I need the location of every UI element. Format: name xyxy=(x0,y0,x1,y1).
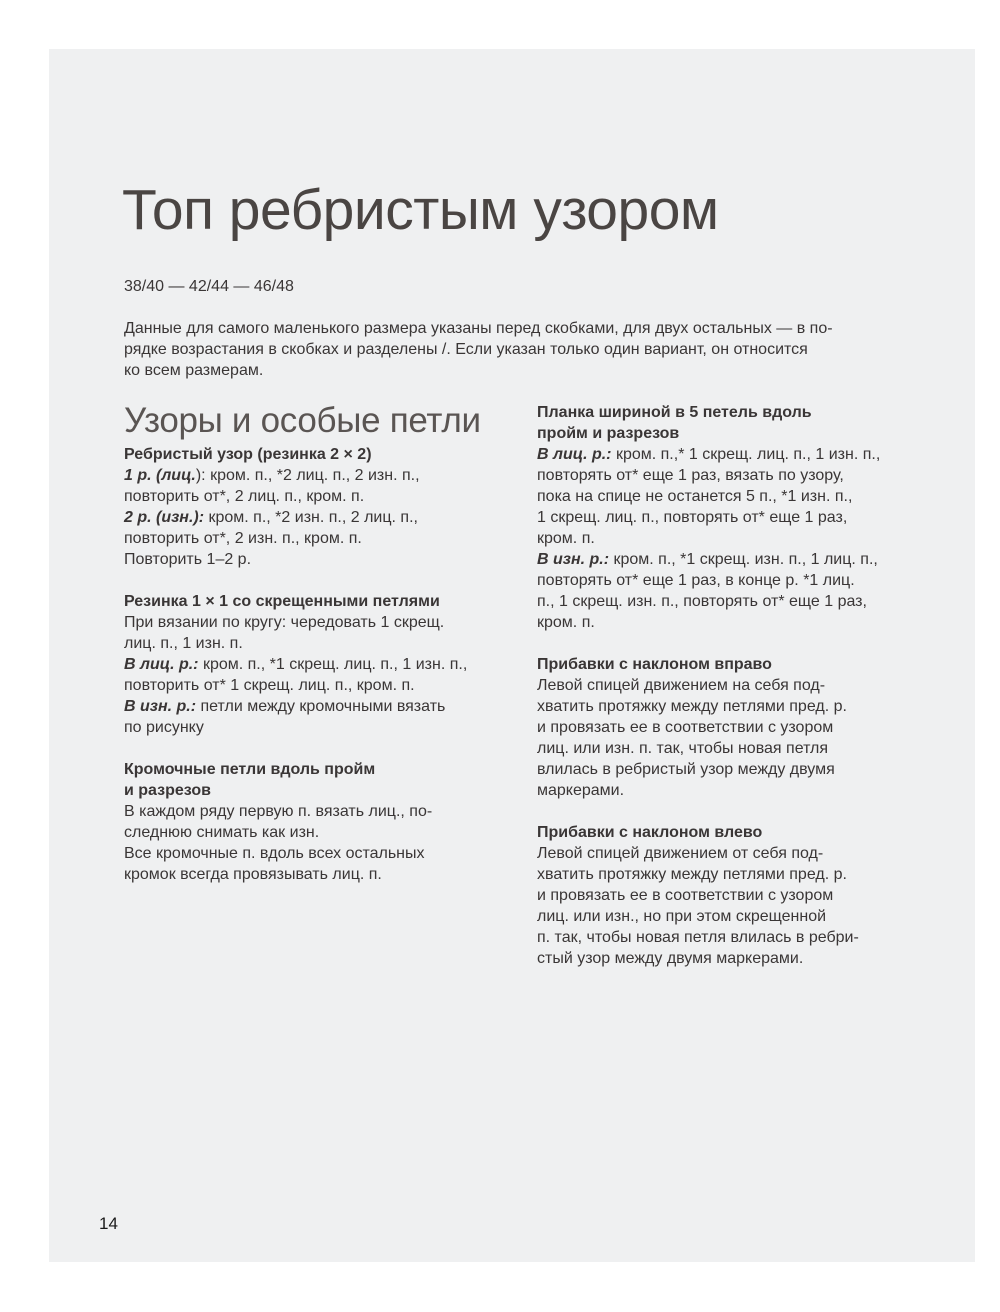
increase-right-text: хватить протяжку между петлями пред. р. xyxy=(537,698,847,715)
placket-section xyxy=(537,402,937,633)
edge-stitches-text: кромок всегда провязывать лиц. п. xyxy=(124,866,382,883)
placket-text: кром. п. xyxy=(537,530,595,547)
row2-continuation: повторить от*, 2 изн. п., кром. п. xyxy=(124,530,362,547)
twisted-rib-section xyxy=(124,591,504,738)
purl-row-continuation: по рисунку xyxy=(124,719,204,736)
placket-purl-text: кром. п., *1 скрещ. изн. п., 1 лиц. п., xyxy=(609,551,878,568)
placket-text: повторять от* еще 1 раз, вязать по узору, xyxy=(537,467,844,484)
placket-heading: Планка шириной в 5 петель вдоль xyxy=(537,404,812,421)
increase-left-text: и провязать ее в соответствии с узором xyxy=(537,887,834,904)
increase-left-text: хватить протяжку между петлями пред. р. xyxy=(537,866,847,883)
increase-right-text: влилась в ребристый узор между двумя xyxy=(537,761,835,778)
ribbed-pattern-section xyxy=(124,444,504,570)
increase-left-heading: Прибавки с наклоном влево xyxy=(537,824,763,841)
page-title: Топ ребристым узором xyxy=(122,178,719,242)
right-column xyxy=(537,402,937,969)
increase-right-text: маркерами. xyxy=(537,782,625,799)
intro-line: ко всем размерам. xyxy=(124,362,264,379)
row1-text: ): кром. п., *2 лиц. п., 2 изн. п., xyxy=(195,467,420,484)
twisted-rib-text: При вязании по кругу: чередовать 1 скрещ. xyxy=(124,614,445,631)
placket-text: повторять от* еще 1 раз, в конце р. *1 лиц. xyxy=(537,572,855,589)
increase-right-heading: Прибавки с наклоном вправо xyxy=(537,656,772,673)
placket-text: кром. п. xyxy=(537,614,595,631)
placket-purl-label: В изн. р.: xyxy=(537,551,610,568)
ribbed-pattern-heading: Ребристый узор (резинка 2 × 2) xyxy=(124,446,372,463)
repeat-instruction: Повторить 1–2 р. xyxy=(124,551,252,568)
row1-continuation: повторить от*, 2 лиц. п., кром. п. xyxy=(124,488,365,505)
row1-label: 1 р. (лиц. xyxy=(124,467,196,484)
placket-knit-label: В лиц. р.: xyxy=(537,446,612,463)
section-title: Узоры и особые петли xyxy=(124,401,481,440)
placket-text: пока на спице не останется 5 п., *1 изн. п., xyxy=(537,488,853,505)
edge-stitches-section xyxy=(124,759,504,885)
size-range: 38/40 — 42/44 — 46/48 xyxy=(124,278,294,295)
increase-left-section xyxy=(537,822,937,969)
increase-right-section xyxy=(537,654,937,801)
placket-knit-text: кром. п.,* 1 скрещ. лиц. п., 1 изн. п., xyxy=(611,446,881,463)
edge-stitches-text: В каждом ряду первую п. вязать лиц., по- xyxy=(124,803,433,820)
intro-paragraph xyxy=(124,318,924,381)
increase-right-text: и провязать ее в соответствии с узором xyxy=(537,719,834,736)
knit-row-text: кром. п., *1 скрещ. лиц. п., 1 изн. п., xyxy=(198,656,468,673)
edge-stitches-text: Все кромочные п. вдоль всех остальных xyxy=(124,845,425,862)
increase-left-text: Левой спицей движением от себя под- xyxy=(537,845,824,862)
row2-label: 2 р. (изн.): xyxy=(124,509,205,526)
edge-stitches-heading: Кромочные петли вдоль пройм xyxy=(124,761,376,778)
placket-heading: пройм и разрезов xyxy=(537,425,680,442)
edge-stitches-heading: и разрезов xyxy=(124,782,211,799)
increase-left-text: п. так, чтобы новая петля влилась в ребри- xyxy=(537,929,859,946)
increase-right-text: лиц. или изн. п. так, чтобы новая петля xyxy=(537,740,829,757)
placket-text: п., 1 скрещ. изн. п., повторять от* еще 1 раз, xyxy=(537,593,867,610)
intro-line: Данные для самого маленького размера указаны перед скобками, для двух остальных — в по- xyxy=(124,320,833,337)
twisted-rib-text: лиц. п., 1 изн. п. xyxy=(124,635,243,652)
placket-text: 1 скрещ. лиц. п., повторять от* еще 1 раз, xyxy=(537,509,848,526)
edge-stitches-text: следнюю снимать как изн. xyxy=(124,824,320,841)
knit-row-label: В лиц. р.: xyxy=(124,656,199,673)
left-column xyxy=(124,398,504,885)
intro-line: рядке возрастания в скобках и разделены /. Если указан только один вариант, он относится xyxy=(124,341,808,358)
row2-text: кром. п., *2 изн. п., 2 лиц. п., xyxy=(204,509,418,526)
page-number: 14 xyxy=(99,1214,118,1233)
knit-row-continuation: повторить от* 1 скрещ. лиц. п., кром. п. xyxy=(124,677,415,694)
purl-row-text: петли между кромочными вязать xyxy=(196,698,446,715)
twisted-rib-heading: Резинка 1 × 1 со скрещенными петлями xyxy=(124,593,440,610)
increase-left-text: лиц. или изн., но при этом скрещенной xyxy=(537,908,827,925)
increase-left-text: стый узор между двумя маркерами. xyxy=(537,950,804,967)
increase-right-text: Левой спицей движением на себя под- xyxy=(537,677,826,694)
purl-row-label: В изн. р.: xyxy=(124,698,197,715)
